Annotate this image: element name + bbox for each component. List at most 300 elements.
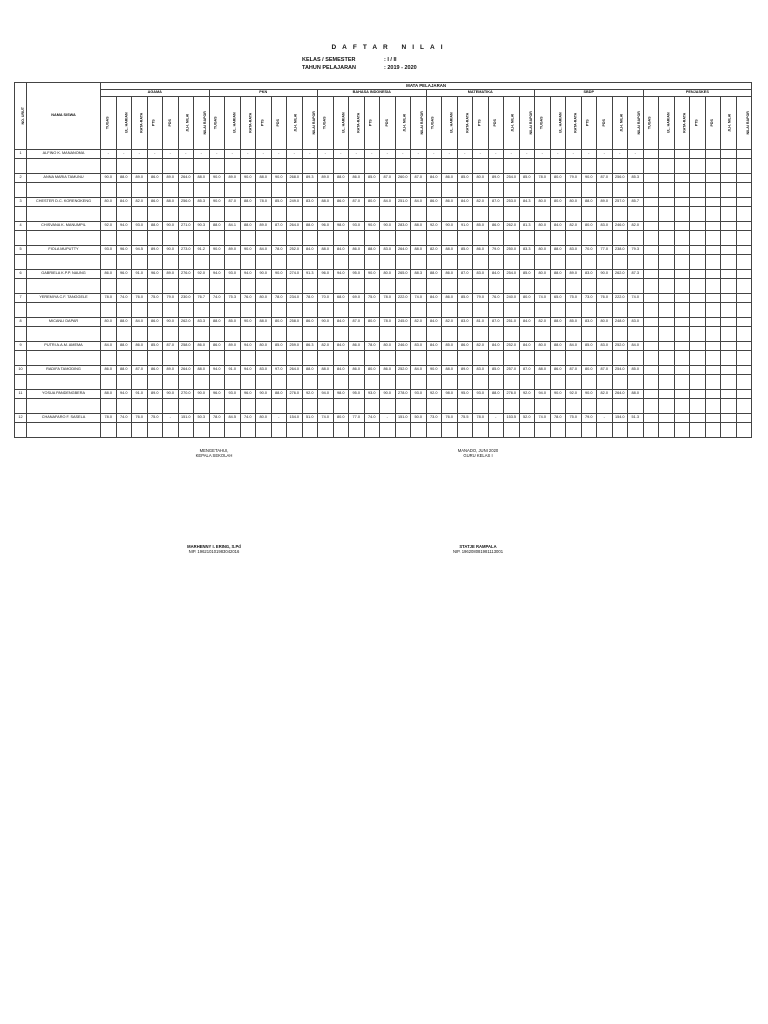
spacer-cell bbox=[473, 351, 489, 366]
spacer-cell bbox=[566, 351, 582, 366]
spacer-cell bbox=[194, 231, 210, 246]
grade-cell: 89.0 bbox=[488, 174, 504, 183]
spacer-cell bbox=[674, 159, 690, 174]
column-header bbox=[411, 97, 427, 150]
grade-cell: 51.3 bbox=[628, 414, 644, 423]
grade-cell: 79.3 bbox=[628, 246, 644, 255]
grade-cell: 83.3 bbox=[194, 318, 210, 327]
spacer-cell bbox=[147, 423, 163, 438]
spacer-cell bbox=[132, 231, 148, 246]
spacer-cell bbox=[519, 207, 535, 222]
spacer-cell bbox=[690, 327, 706, 342]
spacer-cell bbox=[349, 327, 365, 342]
column-header bbox=[163, 97, 179, 150]
spacer-cell bbox=[442, 303, 458, 318]
spacer-cell bbox=[271, 303, 287, 318]
grade-cell: 85.0 bbox=[581, 342, 597, 351]
grade-cell: 93.0 bbox=[225, 270, 241, 279]
signature-line2: KEPALA SEKOLAH bbox=[195, 453, 233, 458]
grade-cell: 94.0 bbox=[116, 390, 132, 399]
grade-cell bbox=[721, 174, 737, 183]
spacer-cell bbox=[566, 303, 582, 318]
row-no: 7 bbox=[15, 294, 27, 303]
spacer-cell bbox=[132, 423, 148, 438]
grade-cell bbox=[705, 318, 721, 327]
spacer-cell bbox=[287, 183, 303, 198]
spacer-cell bbox=[628, 399, 644, 414]
grade-cell bbox=[659, 222, 675, 231]
spacer-cell bbox=[116, 255, 132, 270]
grade-cell: 75.5 bbox=[457, 414, 473, 423]
spacer-cell bbox=[15, 327, 27, 342]
spacer-cell bbox=[163, 231, 179, 246]
table-row bbox=[15, 150, 752, 159]
spacer-cell bbox=[256, 399, 272, 414]
grade-cell: 92.0 bbox=[194, 270, 210, 279]
spacer-cell bbox=[597, 159, 613, 174]
column-header bbox=[736, 97, 752, 150]
spacer-cell bbox=[566, 423, 582, 438]
grade-cell: 92.0 bbox=[566, 390, 582, 399]
spacer-cell bbox=[628, 351, 644, 366]
spacer-cell bbox=[27, 207, 101, 222]
spacer-row bbox=[15, 303, 752, 318]
grade-cell bbox=[736, 246, 752, 255]
grade-cell: 89.0 bbox=[225, 174, 241, 183]
spacer-cell bbox=[240, 423, 256, 438]
column-header bbox=[674, 97, 690, 150]
grade-cell: 94.0 bbox=[333, 270, 349, 279]
header-row-columns bbox=[15, 97, 752, 150]
spacer-row bbox=[15, 399, 752, 414]
spacer-cell bbox=[519, 279, 535, 294]
grade-cell: 88.0 bbox=[488, 390, 504, 399]
grade-cell: 75.0 bbox=[147, 294, 163, 303]
spacer-cell bbox=[27, 159, 101, 174]
grade-cell: 80.0 bbox=[597, 318, 613, 327]
spacer-cell bbox=[674, 231, 690, 246]
grade-cell: 82.0 bbox=[473, 342, 489, 351]
spacer-cell bbox=[457, 231, 473, 246]
grade-cell: 87.3 bbox=[628, 270, 644, 279]
spacer-cell bbox=[457, 399, 473, 414]
spacer-cell bbox=[442, 255, 458, 270]
spacer-cell bbox=[27, 375, 101, 390]
spacer-cell bbox=[333, 231, 349, 246]
grade-cell: - bbox=[473, 150, 489, 159]
spacer-cell bbox=[426, 423, 442, 438]
spacer-cell bbox=[550, 255, 566, 270]
student-name: GABRIELA K.P.P. NAUNG bbox=[27, 270, 101, 279]
grade-cell: 98.0 bbox=[442, 390, 458, 399]
grade-cell: 77.0 bbox=[597, 246, 613, 255]
spacer-cell bbox=[364, 231, 380, 246]
grade-cell: 80.0 bbox=[333, 414, 349, 423]
grade-cell: 264.0 bbox=[612, 390, 628, 399]
spacer-cell bbox=[473, 279, 489, 294]
grade-cell bbox=[659, 294, 675, 303]
grade-cell: - bbox=[163, 414, 179, 423]
grade-cell: 88.0 bbox=[116, 342, 132, 351]
spacer-cell bbox=[674, 303, 690, 318]
grade-cell: 258.0 bbox=[178, 342, 194, 351]
grade-cell: - bbox=[442, 150, 458, 159]
table-row bbox=[15, 174, 752, 183]
spacer-cell bbox=[256, 159, 272, 174]
grade-cell: - bbox=[271, 150, 287, 159]
grade-cell: 86.0 bbox=[101, 270, 117, 279]
column-label: PTS bbox=[260, 119, 265, 127]
grade-cell: 88.0 bbox=[550, 318, 566, 327]
spacer-cell bbox=[27, 327, 101, 342]
grade-cell: 93.0 bbox=[132, 222, 148, 231]
column-header bbox=[178, 97, 194, 150]
spacer-cell bbox=[395, 303, 411, 318]
header-row-subjects bbox=[15, 90, 752, 97]
spacer-cell bbox=[442, 327, 458, 342]
spacer-cell bbox=[178, 159, 194, 174]
column-label: JLH. NILAI bbox=[184, 113, 189, 132]
spacer-cell bbox=[178, 183, 194, 198]
grade-cell: 88.0 bbox=[333, 174, 349, 183]
grade-cell: 78.0 bbox=[302, 294, 318, 303]
column-label: JLH. NILAI bbox=[401, 113, 406, 132]
grade-cell bbox=[690, 198, 706, 207]
spacer-cell bbox=[27, 399, 101, 414]
grade-cell bbox=[674, 294, 690, 303]
grade-cell: 89.3 bbox=[302, 174, 318, 183]
grade-cell bbox=[674, 222, 690, 231]
spacer-cell bbox=[535, 231, 551, 246]
spacer-cell bbox=[132, 159, 148, 174]
table-row bbox=[15, 342, 752, 351]
spacer-cell bbox=[705, 423, 721, 438]
grade-cell: 74.0 bbox=[411, 294, 427, 303]
spacer-cell bbox=[194, 399, 210, 414]
spacer-cell bbox=[550, 207, 566, 222]
subject-header: PKN bbox=[209, 90, 318, 97]
grade-cell: 83.0 bbox=[597, 342, 613, 351]
grade-cell: 88.0 bbox=[163, 198, 179, 207]
spacer-cell bbox=[240, 231, 256, 246]
grade-cell: 89.0 bbox=[147, 246, 163, 255]
spacer-cell bbox=[318, 303, 334, 318]
grade-cell: 90.0 bbox=[380, 222, 396, 231]
grade-cell: - bbox=[271, 414, 287, 423]
subject-header: AGAMA bbox=[101, 90, 210, 97]
grade-cell: 97.0 bbox=[271, 366, 287, 375]
grade-cell bbox=[705, 198, 721, 207]
column-label: RATA-RATA bbox=[573, 112, 578, 133]
column-label: PDS bbox=[275, 119, 280, 127]
spacer-cell bbox=[705, 255, 721, 270]
spacer-cell bbox=[426, 303, 442, 318]
spacer-cell bbox=[271, 183, 287, 198]
grade-cell: 77.0 bbox=[349, 414, 365, 423]
spacer-cell bbox=[194, 183, 210, 198]
spacer-cell bbox=[535, 351, 551, 366]
spacer-cell bbox=[101, 279, 117, 294]
spacer-cell bbox=[225, 159, 241, 174]
grade-cell: 80.0 bbox=[519, 294, 535, 303]
spacer-cell bbox=[721, 183, 737, 198]
grade-cell: - bbox=[209, 150, 225, 159]
grade-cell: 257.0 bbox=[612, 198, 628, 207]
grade-cell: 68.0 bbox=[333, 294, 349, 303]
spacer-cell bbox=[333, 159, 349, 174]
grade-cell bbox=[721, 414, 737, 423]
spacer-cell bbox=[194, 255, 210, 270]
grade-cell: 80.0 bbox=[380, 342, 396, 351]
spacer-cell bbox=[364, 423, 380, 438]
spacer-cell bbox=[721, 351, 737, 366]
grade-cell: 84.0 bbox=[426, 318, 442, 327]
grade-cell: 85.0 bbox=[519, 174, 535, 183]
column-label: TUGAS bbox=[322, 116, 327, 130]
grade-cell: - bbox=[411, 150, 427, 159]
spacer-cell bbox=[488, 159, 504, 174]
spacer-cell bbox=[705, 303, 721, 318]
spacer-cell bbox=[612, 399, 628, 414]
grade-cell: 87.0 bbox=[488, 318, 504, 327]
grade-cell: 274.0 bbox=[287, 270, 303, 279]
grade-cell: 82.0 bbox=[628, 222, 644, 231]
spacer-cell bbox=[566, 231, 582, 246]
spacer-cell bbox=[132, 279, 148, 294]
spacer-cell bbox=[116, 207, 132, 222]
spacer-cell bbox=[736, 351, 752, 366]
spacer-cell bbox=[380, 207, 396, 222]
spacer-cell bbox=[349, 255, 365, 270]
column-label: PDS bbox=[167, 119, 172, 127]
grade-cell: 84.0 bbox=[550, 222, 566, 231]
spacer-cell bbox=[225, 423, 241, 438]
column-label: RATA-RATA bbox=[139, 112, 144, 133]
grade-cell: 90.0 bbox=[364, 222, 380, 231]
grade-cell: 91.0 bbox=[225, 366, 241, 375]
grade-cell bbox=[690, 222, 706, 231]
grade-cell: 89.0 bbox=[597, 198, 613, 207]
grade-cell bbox=[721, 318, 737, 327]
grade-cell bbox=[659, 390, 675, 399]
grade-cell: 88.0 bbox=[101, 390, 117, 399]
grade-cell bbox=[736, 414, 752, 423]
spacer-cell bbox=[504, 207, 520, 222]
spacer-cell bbox=[736, 207, 752, 222]
spacer-cell bbox=[504, 255, 520, 270]
grade-cell: 81.3 bbox=[519, 222, 535, 231]
grade-cell: 75.0 bbox=[364, 294, 380, 303]
spacer-cell bbox=[147, 399, 163, 414]
grade-cell: 74.0 bbox=[116, 294, 132, 303]
grade-cell: 96.0 bbox=[116, 246, 132, 255]
spacer-cell bbox=[519, 399, 535, 414]
spacer-cell bbox=[411, 255, 427, 270]
spacer-cell bbox=[178, 279, 194, 294]
meta-label: KELAS / SEMESTER bbox=[302, 57, 356, 63]
grade-cell: 250.0 bbox=[504, 246, 520, 255]
spacer-cell bbox=[163, 303, 179, 318]
spacer-cell bbox=[333, 327, 349, 342]
spacer-cell bbox=[597, 399, 613, 414]
spacer-cell bbox=[116, 231, 132, 246]
grade-cell: 84.5 bbox=[225, 414, 241, 423]
grade-cell: 86.0 bbox=[349, 174, 365, 183]
spacer-row bbox=[15, 231, 752, 246]
grade-cell: 93.0 bbox=[101, 246, 117, 255]
spacer-cell bbox=[488, 231, 504, 246]
header-name: NAMA SISWA bbox=[27, 83, 101, 150]
spacer-cell bbox=[550, 279, 566, 294]
grade-cell bbox=[659, 318, 675, 327]
grade-cell: 90.0 bbox=[163, 390, 179, 399]
grade-cell bbox=[721, 366, 737, 375]
spacer-cell bbox=[194, 375, 210, 390]
meta-value: : I / II bbox=[384, 57, 397, 63]
spacer-cell bbox=[612, 303, 628, 318]
spacer-cell bbox=[27, 423, 101, 438]
spacer-cell bbox=[333, 303, 349, 318]
column-header bbox=[628, 97, 644, 150]
spacer-cell bbox=[581, 255, 597, 270]
grade-cell: 80.0 bbox=[581, 222, 597, 231]
spacer-cell bbox=[364, 303, 380, 318]
spacer-cell bbox=[101, 351, 117, 366]
grade-cell: 90.0 bbox=[597, 270, 613, 279]
grade-cell: - bbox=[597, 150, 613, 159]
column-label: PTS bbox=[151, 119, 156, 127]
grade-cell: 88.0 bbox=[411, 222, 427, 231]
spacer-cell bbox=[147, 351, 163, 366]
spacer-cell bbox=[116, 303, 132, 318]
row-no: 1 bbox=[15, 150, 27, 159]
grade-cell: 83.0 bbox=[628, 318, 644, 327]
spacer-cell bbox=[225, 207, 241, 222]
grade-cell: 98.0 bbox=[333, 222, 349, 231]
spacer-cell bbox=[535, 279, 551, 294]
spacer-cell bbox=[581, 351, 597, 366]
spacer-cell bbox=[333, 423, 349, 438]
grade-cell bbox=[690, 318, 706, 327]
grade-cell: 254.0 bbox=[504, 174, 520, 183]
grade-cell: 85.0 bbox=[457, 294, 473, 303]
spacer-cell bbox=[473, 207, 489, 222]
grade-cell: 151.0 bbox=[395, 414, 411, 423]
grade-cell: 90.0 bbox=[581, 174, 597, 183]
grade-cell: - bbox=[581, 150, 597, 159]
spacer-cell bbox=[612, 207, 628, 222]
grade-cell: - bbox=[132, 150, 148, 159]
grade-cell: 92.0 bbox=[519, 390, 535, 399]
grade-cell: - bbox=[101, 150, 117, 159]
spacer-cell bbox=[349, 207, 365, 222]
grade-cell: 95.0 bbox=[457, 390, 473, 399]
column-header bbox=[457, 97, 473, 150]
grade-cell: 95.0 bbox=[349, 270, 365, 279]
spacer-cell bbox=[612, 327, 628, 342]
grade-cell: 78.0 bbox=[101, 414, 117, 423]
spacer-cell bbox=[705, 375, 721, 390]
spacer-cell bbox=[457, 303, 473, 318]
spacer-cell bbox=[674, 351, 690, 366]
spacer-cell bbox=[27, 303, 101, 318]
grade-cell: 90.0 bbox=[550, 390, 566, 399]
spacer-cell bbox=[302, 303, 318, 318]
spacer-cell bbox=[225, 351, 241, 366]
spacer-cell bbox=[643, 183, 659, 198]
grade-cell: 75.0 bbox=[566, 414, 582, 423]
grade-cell: 90.0 bbox=[163, 222, 179, 231]
grade-cell bbox=[643, 318, 659, 327]
column-label: UL. HARIAN bbox=[449, 112, 454, 134]
spacer-cell bbox=[721, 207, 737, 222]
grade-cell: 87.0 bbox=[566, 366, 582, 375]
spacer-cell bbox=[15, 255, 27, 270]
spacer-cell bbox=[457, 255, 473, 270]
spacer-cell bbox=[643, 351, 659, 366]
spacer-cell bbox=[674, 183, 690, 198]
grade-cell: 86.3 bbox=[302, 342, 318, 351]
spacer-cell bbox=[302, 159, 318, 174]
grade-cell: 254.0 bbox=[504, 270, 520, 279]
grade-cell: 81.0 bbox=[473, 318, 489, 327]
column-label: UL. HARIAN bbox=[232, 112, 237, 134]
grade-cell: 89.0 bbox=[318, 174, 334, 183]
spacer-cell bbox=[659, 327, 675, 342]
spacer-cell bbox=[333, 375, 349, 390]
grade-cell bbox=[643, 150, 659, 159]
spacer-cell bbox=[380, 303, 396, 318]
grade-cell: 249.0 bbox=[287, 198, 303, 207]
spacer-cell bbox=[225, 303, 241, 318]
grade-cell: - bbox=[395, 150, 411, 159]
grade-cell: 69.0 bbox=[349, 294, 365, 303]
grade-cell: 258.0 bbox=[287, 318, 303, 327]
column-label: TUGAS bbox=[213, 116, 218, 130]
grade-cell: 264.0 bbox=[395, 246, 411, 255]
grade-cell bbox=[674, 342, 690, 351]
grade-cell: 251.0 bbox=[504, 318, 520, 327]
spacer-row bbox=[15, 207, 752, 222]
grade-cell: 79.0 bbox=[566, 174, 582, 183]
signature-line1: MANADO, JUNI 2020 bbox=[457, 448, 499, 453]
column-label: PTS bbox=[477, 119, 482, 127]
column-label: NILAI RAPOR bbox=[202, 111, 207, 135]
spacer-cell bbox=[395, 399, 411, 414]
grade-cell: - bbox=[225, 150, 241, 159]
spacer-cell bbox=[535, 159, 551, 174]
table-row bbox=[15, 198, 752, 207]
spacer-cell bbox=[271, 255, 287, 270]
grade-cell: 88.0 bbox=[271, 390, 287, 399]
spacer-cell bbox=[364, 183, 380, 198]
spacer-cell bbox=[442, 399, 458, 414]
spacer-cell bbox=[287, 279, 303, 294]
spacer-cell bbox=[163, 159, 179, 174]
spacer-cell bbox=[581, 279, 597, 294]
grade-cell: 75.0 bbox=[147, 414, 163, 423]
spacer-cell bbox=[519, 255, 535, 270]
grade-cell bbox=[643, 294, 659, 303]
spacer-row bbox=[15, 351, 752, 366]
grade-cell: 83.3 bbox=[519, 246, 535, 255]
header-subjects-group: MATA PELAJARAN bbox=[101, 83, 752, 90]
grade-cell: 89.0 bbox=[566, 270, 582, 279]
column-label: NILAI RAPOR bbox=[419, 111, 424, 135]
spacer-cell bbox=[209, 159, 225, 174]
spacer-cell bbox=[550, 159, 566, 174]
grade-cell bbox=[659, 270, 675, 279]
